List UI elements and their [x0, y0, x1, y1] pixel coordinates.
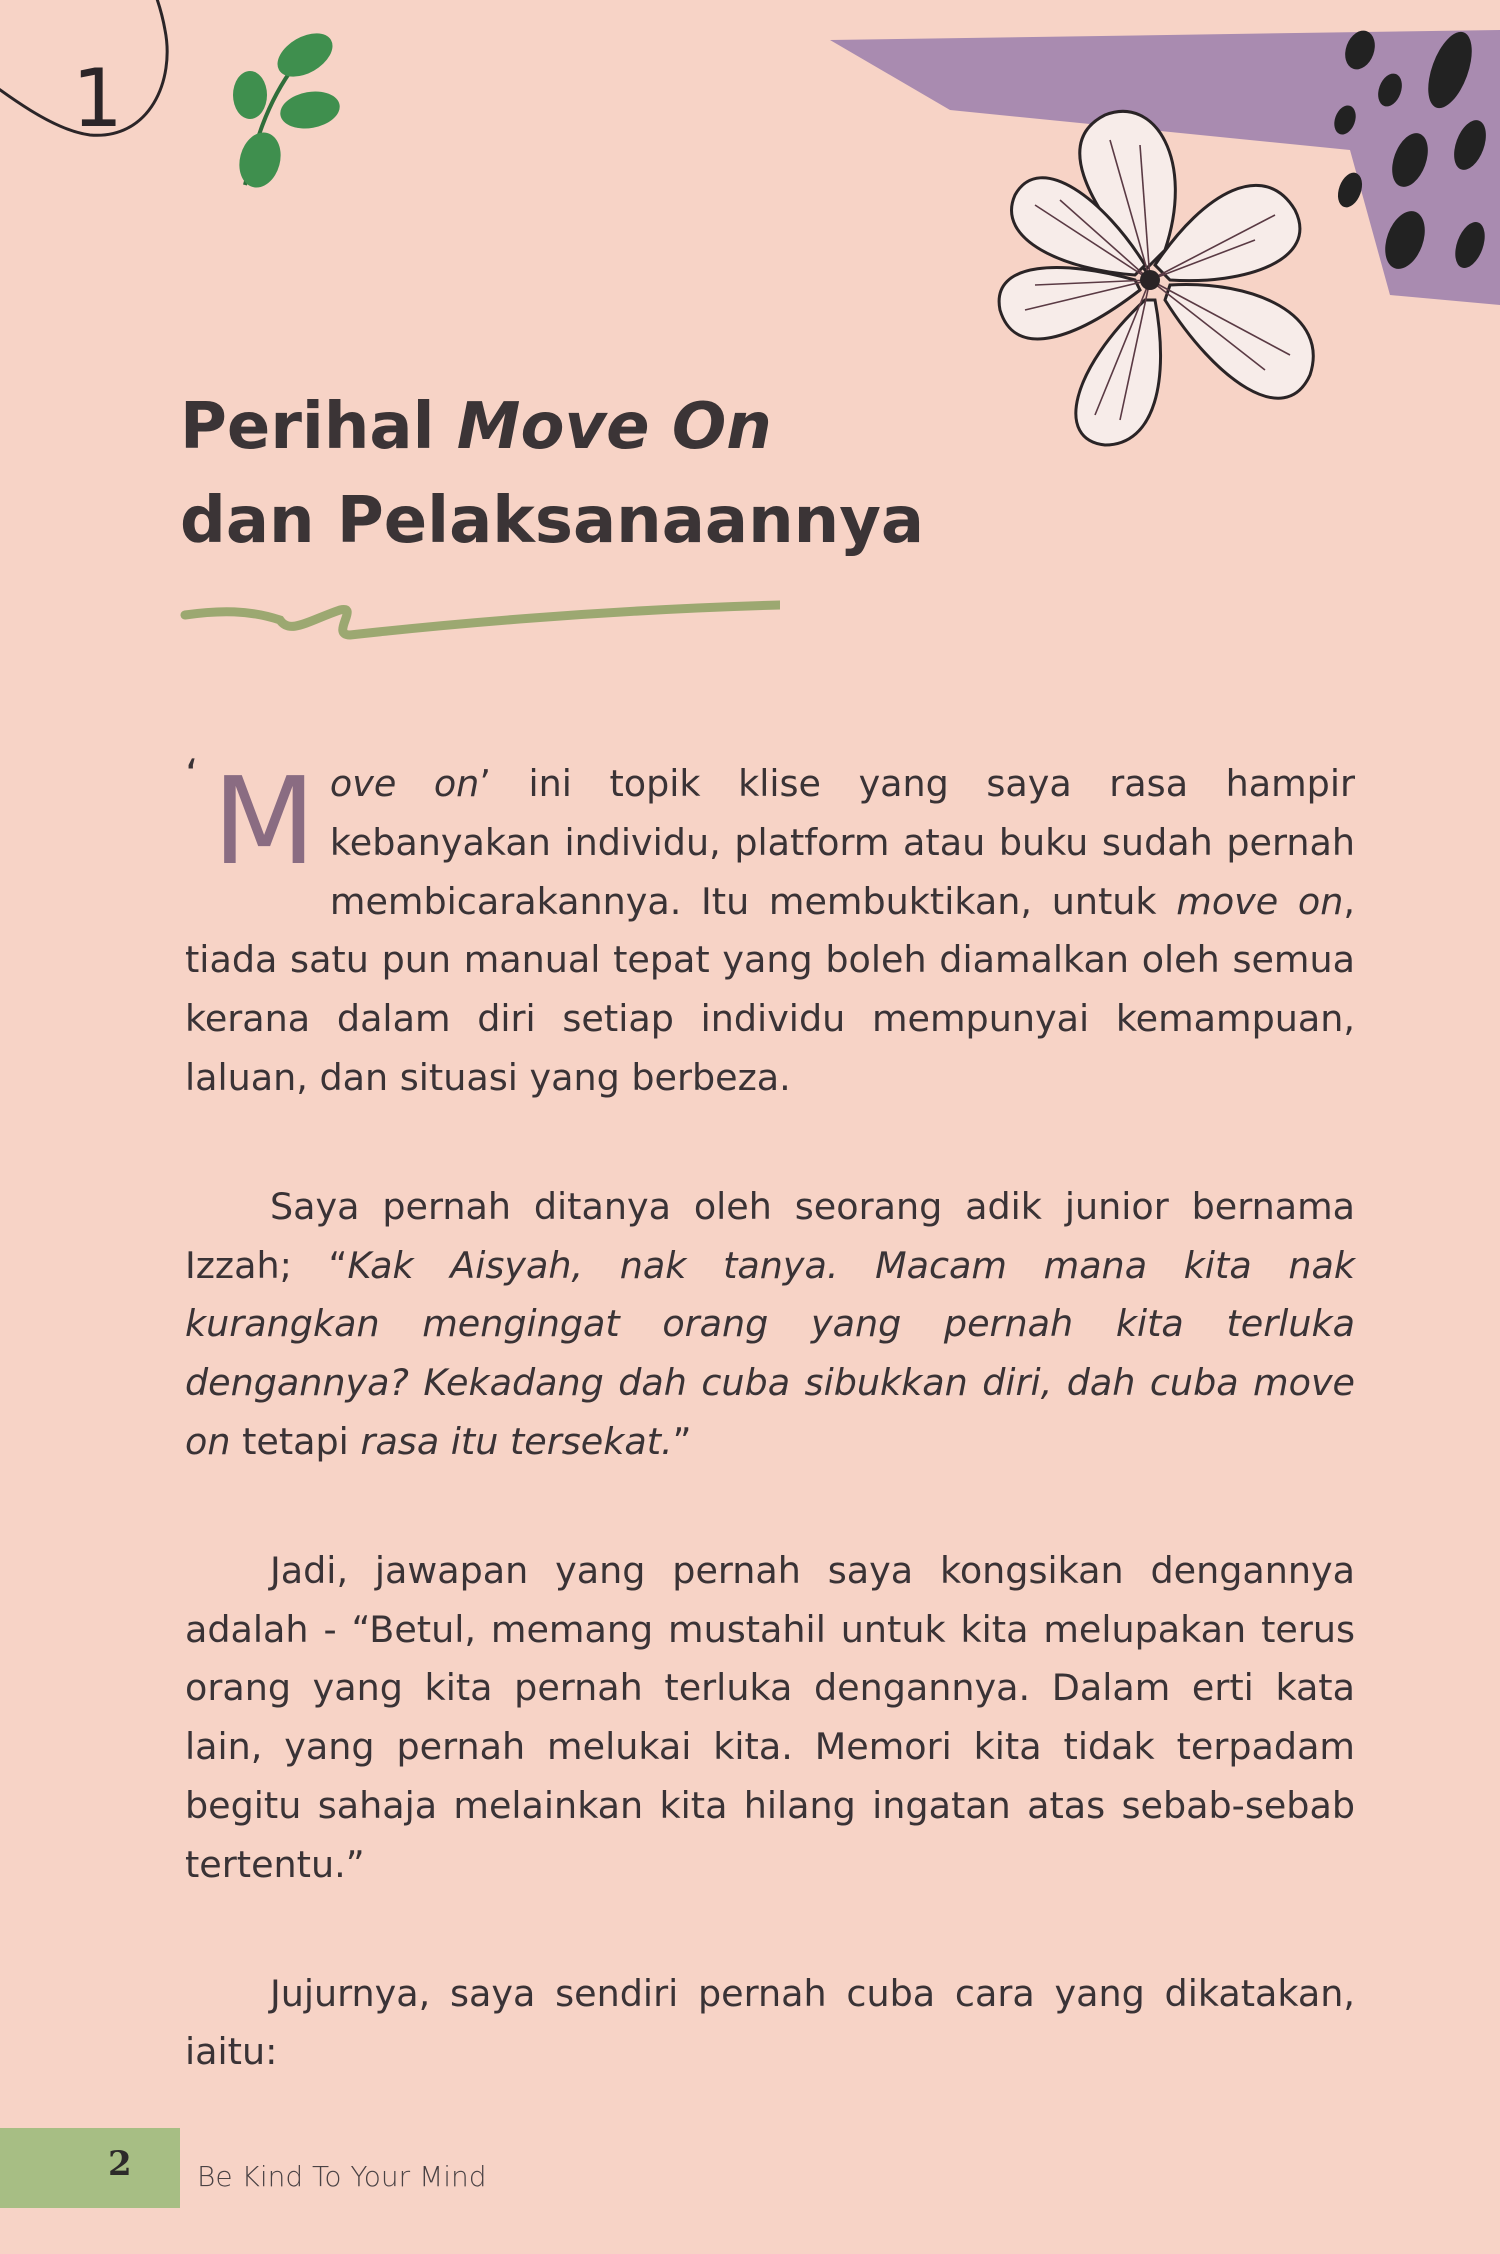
p2-italic-b: rasa itu tersekat.	[360, 1419, 673, 1463]
paragraph-4	[185, 1965, 1355, 2083]
p2-text-b: tetapi	[230, 1419, 361, 1463]
chapter-title	[180, 380, 1080, 568]
paragraph-1	[185, 750, 1355, 1108]
drop-cap: M	[212, 753, 316, 892]
p2-italic-a: Kak Aisyah, nak tanya. Macam mana kita nak kurangkan mengingat orang yang pernah kita terluka dengannya? Kekadang dah cuba sibukkan diri, dah cuba move on	[185, 1243, 1355, 1463]
chapter-number: 1	[72, 52, 123, 145]
p1-italic-b: move on	[1176, 879, 1344, 923]
title-line2: dan Pelaksanaannya	[180, 484, 925, 558]
title-line1-italic: Move On	[456, 390, 772, 464]
p1-text-a: ’ ini topik klise yang saya rasa hampir kebanyakan individu, platform atau buku sudah pernah membicarakannya. Itu membuktikan, untuk	[329, 762, 1355, 923]
paragraph-2	[185, 1178, 1355, 1472]
p2-text-c: ”	[672, 1419, 692, 1463]
p4-text: Jujurnya, saya sendiri pernah cuba cara yang dikatakan, iaitu:	[185, 1971, 1355, 2074]
p3-text: Jadi, jawapan yang pernah saya kongsikan dengannya adalah - “Betul, memang mustahil untuk kita melupakan terus orang yang kita pernah terluka dengannya. Dalam erti kata lain, yang pernah melukai kita. Memori kita tidak terpadam begitu sahaja melainkan kita hilang ingatan atas sebab-sebab tertentu.”	[185, 1548, 1355, 1886]
p2-text-a: Saya pernah ditanya oleh seorang adik junior bernama Izzah; “	[185, 1184, 1355, 1287]
paragraph-3	[185, 1542, 1355, 1895]
title-line1-plain: Perihal	[180, 390, 457, 464]
body-text	[185, 750, 1355, 2152]
opening-quote: ‘	[185, 750, 199, 799]
footer-green-bar	[0, 2128, 180, 2208]
leaves-icon	[225, 25, 350, 195]
p1-lead-italic: ove on	[329, 762, 480, 805]
page-number: 2	[108, 2144, 132, 2184]
p1-text-b: , tiada satu pun manual tepat yang boleh diamalkan oleh semua kerana dalam diri setiap individu mempunyai kemampuan, laluan, dan situasi yang berbeza.	[185, 879, 1355, 1099]
book-title: Be Kind To Your Mind	[197, 2160, 487, 2193]
brush-stroke-decoration	[180, 590, 780, 650]
